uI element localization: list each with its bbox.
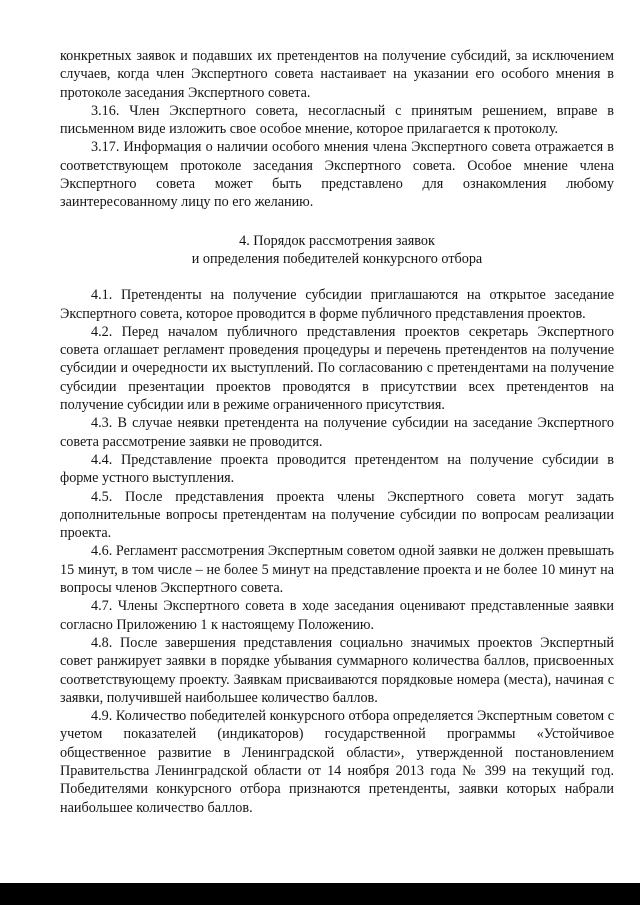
paragraph-4-1: 4.1. Претенденты на получение субсидии приглашаются на открытое заседание Экспертного совета, которое проводится в форме публичного представления проектов. xyxy=(60,287,614,322)
paragraph-4-4: 4.4. Представление проекта проводится претендентом на получение субсидии в форме устного выступления. xyxy=(60,451,614,487)
paragraph-4-5: 4.5. После представления проекта члены Экспертного совета могут задать дополнительные вопросы претендентам на получение субсидии по вопросам реализации проекта. xyxy=(60,488,614,542)
paragraph-4-2: 4.2. Перед началом публичного представления проектов секретарь Экспертного совета оглашает регламент проведения процедуры и перечень претендентов на получение субсидии и очередности их выступлений. По согласованию с претендентами на получение субсидии презентации проектов проводятся в присутствии всех претендентов на получение субсидии или в режиме ограниченного присутствия. xyxy=(60,323,614,414)
section-heading-line-2: и определения победителей конкурсного отбора xyxy=(191,250,483,267)
paragraph-4-8: 4.8. После завершения представления социально значимых проектов Экспертный совет ранжирует заявки в порядке убывания суммарного количества баллов, присвоенных соответствующему проекту. Заявкам присваиваются порядковые номера (места), начиная с заявки, получившей наибольшее количество баллов. xyxy=(60,634,614,706)
paragraph-4-9: 4.9. Количество победителей конкурсного отбора определяется Экспертным советом с учетом показателей (индикаторов) государственной программы «Устойчивое общественное развитие в Ленинградской области», утвержденной постановлением Правительства Ленинградской области от 14 ноября 2013 года № 399 на текущий год. Победителями конкурсного отбора признаются претенденты, заявки которых набрали наибольшее количество баллов. xyxy=(60,708,614,816)
paragraph-4-7: 4.7. Члены Экспертного совета в ходе заседания оценивают представленные заявки согласно Приложению 1 к настоящему Положению. xyxy=(60,598,614,633)
paragraph-continuation: конкретных заявок и подавших их претендентов на получение субсидий, за исключением случаев, когда член Экспертного совета настаивает на указании его особого мнения в протоколе заседания Экспертного совета. xyxy=(60,48,614,101)
section-heading-line-1: 4. Порядок рассмотрения заявок xyxy=(239,232,435,249)
paragraph-3-16: 3.16. Член Экспертного совета, несогласный с принятым решением, вправе в письменном виде изложить свое особое мнение, которое прилагается к протоколу. xyxy=(60,102,614,138)
paragraph-4-6: 4.6. Регламент рассмотрения Экспертным советом одной заявки не должен превышать 15 минут, в том числе – не более 5 минут на представление проекта и не более 10 минут на вопросы членов Экспертного совета. xyxy=(60,543,614,597)
section-heading xyxy=(60,232,614,269)
scan-border-bottom xyxy=(0,883,640,905)
paragraph-3-17: 3.17. Информация о наличии особого мнения члена Экспертного совета отражается в соответствующем протоколе заседания Экспертного совета. Особое мнение члена Экспертного совета может быть представлено для ознакомления любому заинтересованному лицу по его желанию. xyxy=(60,139,614,211)
document-page xyxy=(60,47,614,817)
paragraph-4-3: 4.3. В случае неявки претендента на получение субсидии на заседание Экспертного совета рассмотрение заявки не проводится. xyxy=(60,415,614,450)
